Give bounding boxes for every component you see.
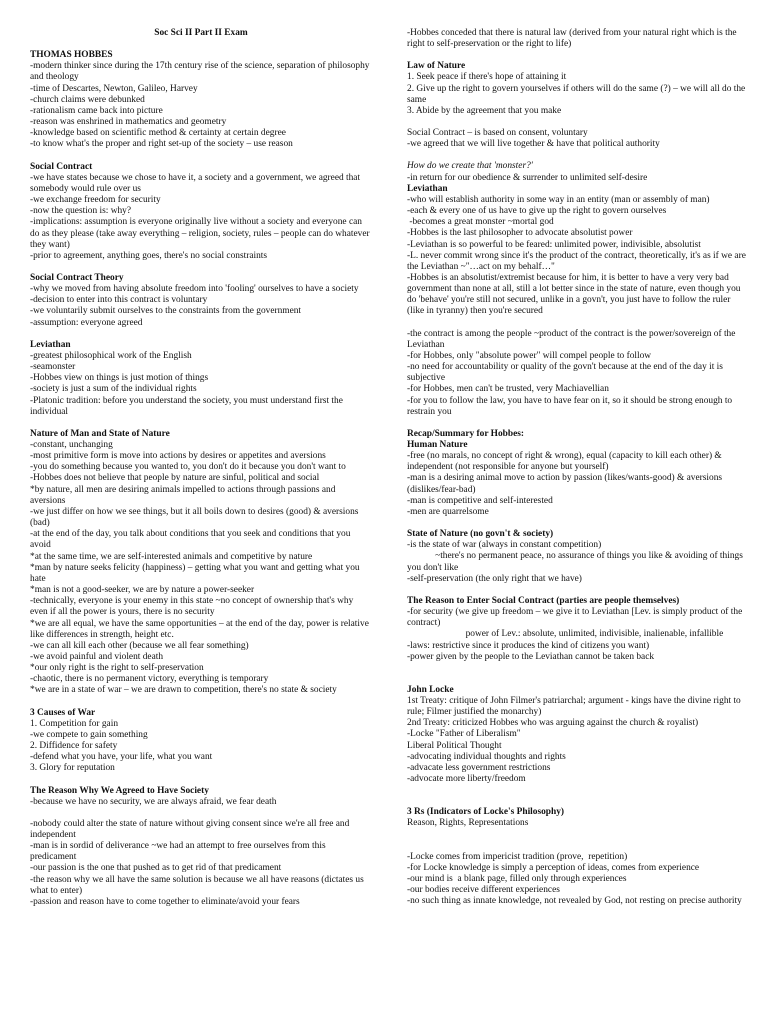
text-line: -why we moved from having absolute freedom into 'fooling' ourselves to have a society bbox=[30, 284, 359, 295]
section-heading: Human Nature bbox=[407, 440, 468, 450]
paragraph-gap bbox=[407, 674, 749, 685]
text-line: -Hobbes view on things is just motion of things bbox=[30, 373, 209, 384]
section-heading: State of Nature (no govn't & society) bbox=[407, 529, 554, 540]
section-heading: 3 Rs (Indicators of Locke's Philosophy) bbox=[407, 807, 565, 818]
text-line: -the contract is among the people ~product of the contract is the power/sovereign of the Leviathan bbox=[407, 328, 738, 350]
text-line: -Hobbes does not believe that people by nature are sinful, political and social bbox=[30, 473, 320, 484]
text-line: -modern thinker since during the 17th century rise of the science, separation of philosophy and theology bbox=[30, 61, 372, 83]
text-line: -passion and reason have to come together to eliminate/avoid your fears bbox=[30, 896, 300, 907]
text-line: -reason was enshrined in mathematics and geometry bbox=[30, 117, 227, 128]
text-line: -man is a desiring animal move to action by passion (likes/wants-good) & aversions (dislikes/fear-bad) bbox=[407, 473, 725, 495]
text-line: -man is in sordid of deliverance ~we had an attempt to free ourselves from this predicament bbox=[30, 841, 328, 863]
text-line: -no such thing as innate knowledge, not revealed by God, not resting on precise authority bbox=[407, 896, 742, 907]
text-line: *we are in a state of war – we are drawn to competition, there's no state & society bbox=[30, 685, 337, 696]
text-line: *at the same time, we are self-interested animals and competitive by nature bbox=[30, 551, 313, 562]
text-line: -the reason why we all have the same solution is because we all have reasons (dictates us what to enter) bbox=[30, 874, 367, 896]
paragraph-gap bbox=[30, 418, 372, 429]
section-heading: Leviathan bbox=[407, 183, 448, 194]
text-line: -Locke "Father of Liberalism" bbox=[407, 729, 521, 740]
paragraph-gap bbox=[30, 808, 372, 819]
section-heading: The Reason to Enter Social Contract (parties are people themselves) bbox=[407, 595, 680, 606]
paragraph-gap bbox=[407, 318, 749, 329]
text-line: 3. Glory for reputation bbox=[30, 763, 115, 774]
text-line: -our mind is a blank page, filled only through experiences bbox=[407, 873, 627, 884]
section-heading: Nature of Man and State of Nature bbox=[30, 428, 170, 439]
text-line: -Locke comes from impericist tradition (prove, repetition) bbox=[407, 851, 628, 862]
text-line: -our bodies receive different experiences bbox=[407, 885, 560, 895]
text-line: -time of Descartes, Newton, Galileo, Harvey bbox=[30, 83, 198, 94]
text-line: -our passion is the one that pushed as to get rid of that predicament bbox=[30, 863, 282, 874]
text-line: -because we have no security, we are always afraid, we fear death bbox=[30, 796, 277, 807]
text-line: -Hobbes is the last philosopher to advocate absolutist power bbox=[407, 228, 633, 239]
section-heading: Recap/Summary for Hobbes: bbox=[407, 428, 525, 439]
text-line: *we are all equal, we have the same opportunities – at the end of the day, power is relative like differences in strength, height etc. bbox=[30, 618, 372, 640]
text-line: power of Lev.: absolute, unlimited, indivisible, inalienable, infallible bbox=[407, 629, 724, 640]
text-line: 2nd Treaty: criticized Hobbes who was arguing against the church & royalist) bbox=[407, 718, 699, 729]
paragraph-gap bbox=[407, 663, 749, 674]
text-line: -at the end of the day, you talk about conditions that you seek and conditions that you avoid bbox=[30, 529, 353, 551]
paragraph-gap bbox=[407, 518, 749, 529]
document-title: Soc Sci II Part II Exam bbox=[154, 28, 248, 38]
text-line: -Hobbes conceded that there is natural law (derived from your natural right which is the right to self-preservation or the right to life) bbox=[407, 28, 739, 50]
text-line: -decision to enter into this contract is voluntary bbox=[30, 295, 208, 306]
paragraph-gap bbox=[407, 150, 749, 161]
text-line: -we voluntarily submit ourselves to the constraints from the government bbox=[30, 306, 302, 317]
text-line: -we can all kill each other (because we all fear something) bbox=[30, 640, 249, 651]
text-line: -assumption: everyone agreed bbox=[30, 317, 143, 328]
text-line: -for Hobbes, only "absolute power" will compel people to follow bbox=[407, 350, 652, 361]
text-line: -now the question is: why? bbox=[30, 206, 132, 217]
text-line: -you do something because you wanted to, you don't do it because you don't want to bbox=[30, 462, 346, 473]
text-line: *by nature, all men are desiring animals impelled to actions through passions and aversions bbox=[30, 484, 338, 506]
text-line: -self-preservation (the only right that we have) bbox=[407, 573, 582, 584]
text-line: -for you to follow the law, you have to have fear on it, so it should be strong enough to restrain you bbox=[407, 395, 735, 417]
section-heading: Law of Nature bbox=[407, 61, 466, 72]
text-line: -prior to agreement, anything goes, there's no social constraints bbox=[30, 250, 268, 261]
paragraph-gap bbox=[407, 841, 749, 852]
text-line: 3. Abide by the agreement that you make bbox=[407, 105, 562, 116]
text-line: -becomes a great monster ~mortal god bbox=[407, 217, 554, 228]
text-line: -each & every one of us have to give up the right to govern ourselves bbox=[407, 206, 667, 217]
left-column bbox=[30, 28, 372, 908]
text-line: 2. Diffidence for safety bbox=[30, 741, 118, 752]
section-heading: Social Contract bbox=[30, 161, 93, 172]
text-line: Social Contract – is based on consent, voluntary bbox=[407, 128, 588, 139]
section-heading: 3 Causes of War bbox=[30, 707, 96, 718]
text-line: How do we create that 'monster?' bbox=[407, 161, 533, 172]
section-heading: The Reason Why We Agreed to Have Society bbox=[30, 785, 209, 796]
text-line: -defend what you have, your life, what you want bbox=[30, 752, 213, 763]
text-line: *our only right is the right to self-preservation bbox=[30, 663, 204, 674]
text-line: *man is not a good-seeker, we are by nature a power-seeker bbox=[30, 585, 255, 596]
text-line: -for Locke knowledge is simply a perception of ideas, comes from experience bbox=[407, 862, 700, 873]
text-line: 2. Give up the right to govern yourselves if others will do the same (?) – we will all do the same bbox=[407, 83, 748, 105]
text-line: -nobody could alter the state of nature without giving consent since we're all free and independent bbox=[30, 818, 352, 840]
text-line: 1. Seek peace if there's hope of attaining it bbox=[407, 72, 567, 83]
text-line: -L. never commit wrong since it's the product of the contract, theoretically, it's as if we are the Leviathan ~"…act on my behalf…" bbox=[407, 250, 749, 272]
text-line: -we exchange freedom for security bbox=[30, 195, 161, 206]
text-line: -power given by the people to the Leviathan cannot be taken back bbox=[407, 651, 655, 662]
paragraph-gap bbox=[407, 418, 749, 429]
text-line: *man by nature seeks felicity (happiness) – getting what you want and getting what you hate bbox=[30, 562, 362, 584]
section-heading: THOMAS HOBBES bbox=[30, 50, 113, 61]
paragraph-gap bbox=[407, 585, 749, 596]
text-line: -advocate more liberty/freedom bbox=[407, 774, 526, 785]
text-line: -who will establish authority in some way in an entity (man or assembly of man) bbox=[407, 194, 710, 205]
text-line: -for security (we give up freedom – we give it to Leviathan [Lev. is simply product of the contract) bbox=[407, 607, 745, 629]
text-line: -greatest philosophical work of the English bbox=[30, 350, 192, 361]
paragraph-gap bbox=[30, 262, 372, 273]
text-line: -church claims were debunked bbox=[30, 94, 145, 105]
text-line: -advacate less government restrictions bbox=[407, 762, 551, 773]
section-heading: John Locke bbox=[407, 684, 454, 695]
paragraph-gap bbox=[407, 796, 749, 807]
text-line: -men are quarrelsome bbox=[407, 506, 489, 517]
text-line: -Platonic tradition: before you understand the society, you must understand first the individual bbox=[30, 395, 346, 417]
paragraph-gap bbox=[30, 329, 372, 340]
paragraph-gap bbox=[30, 697, 372, 708]
text-line: -in return for our obedience & surrender to unlimited self-desire bbox=[407, 172, 648, 183]
text-line: -constant, unchanging bbox=[30, 440, 113, 450]
paragraph-gap bbox=[407, 117, 749, 128]
paragraph-gap bbox=[407, 830, 749, 841]
text-line: -rationalism came back into picture bbox=[30, 105, 163, 116]
text-line: -no need for accountability or quality of the govn't because at the end of the day it is subjective bbox=[407, 362, 726, 384]
paragraph-gap bbox=[407, 785, 749, 796]
text-line: -most primitive form is move into actions by desires or appetites and aversions bbox=[30, 451, 326, 462]
text-line: -society is just a sum of the individual rights bbox=[30, 384, 197, 395]
text-line: -we compete to gain something bbox=[30, 729, 148, 740]
paragraph-gap bbox=[30, 151, 372, 162]
right-column bbox=[407, 28, 749, 907]
text-line: -Leviathan is so powerful to be feared: unlimited power, indivisible, absolutist bbox=[407, 239, 701, 250]
text-line: -technically, everyone is your enemy in this state ~no concept of ownership that's why even if all the power is yours, there is no security bbox=[30, 596, 356, 618]
text-line: -laws: restrictive since it produces the kind of citizens you want) bbox=[407, 640, 650, 651]
text-line: -is the state of war (always in constant competition) bbox=[407, 540, 602, 551]
text-line: -we avoid painful and violent death bbox=[30, 651, 164, 662]
text-line: Reason, Rights, Representations bbox=[407, 818, 529, 829]
paragraph-gap bbox=[407, 50, 749, 61]
text-line: -Hobbes is an absolutist/extremist because for him, it is better to have a very very bad government than none at all, still a lot better since in the state of nature, even though you do 'behave' you're still not secured, unlike in a govn't, you just have to follow the ruler (like in tyranny) then you're secured bbox=[407, 272, 743, 317]
text-line: -implications: assumption is everyone originally live without a society and everyone can do as they please (take away everything – religion, society, rules – people can do whatever they want) bbox=[30, 217, 372, 250]
text-line: ~there's no permanent peace, no assurance of things you like & avoiding of things you don't like bbox=[407, 551, 746, 573]
text-line: -seamonster bbox=[30, 362, 76, 373]
text-line: -advocating individual thoughts and rights bbox=[407, 751, 566, 762]
section-heading: Social Contract Theory bbox=[30, 272, 124, 283]
text-line: -chaotic, there is no permanent victory, everything is temporary bbox=[30, 674, 269, 685]
text-line: -for Hobbes, men can't be trusted, very Machiavellian bbox=[407, 384, 609, 395]
text-line: -man is competitive and self-interested bbox=[407, 495, 553, 506]
text-line: Liberal Political Thought bbox=[407, 740, 502, 751]
text-line: -free (no marals, no concept of right & wrong), equal (capacity to kill each other) & independent (not responsible for anyone but yourself) bbox=[407, 451, 725, 473]
text-line: -we agreed that we will live together & have that political authority bbox=[407, 139, 660, 150]
text-line: 1. Competition for gain bbox=[30, 718, 119, 729]
section-heading: Leviathan bbox=[30, 339, 71, 350]
text-line: -we have states because we chose to have it, a society and a government, we agreed that somebody would rule over us bbox=[30, 172, 363, 194]
text-line: -knowledge based on scientific method & certainty at certain degree bbox=[30, 128, 286, 139]
text-line: -to know what's the proper and right set-up of the society – use reason bbox=[30, 139, 293, 150]
text-line: -we just differ on how we see things, but it all boils down to desires (good) & aversions (bad) bbox=[30, 506, 361, 529]
paragraph-gap bbox=[30, 775, 372, 786]
text-line: 1st Treaty: critique of John Filmer's patriarchal; argument - kings have the divine right to rule; Filmer justified the monarchy) bbox=[407, 695, 744, 718]
